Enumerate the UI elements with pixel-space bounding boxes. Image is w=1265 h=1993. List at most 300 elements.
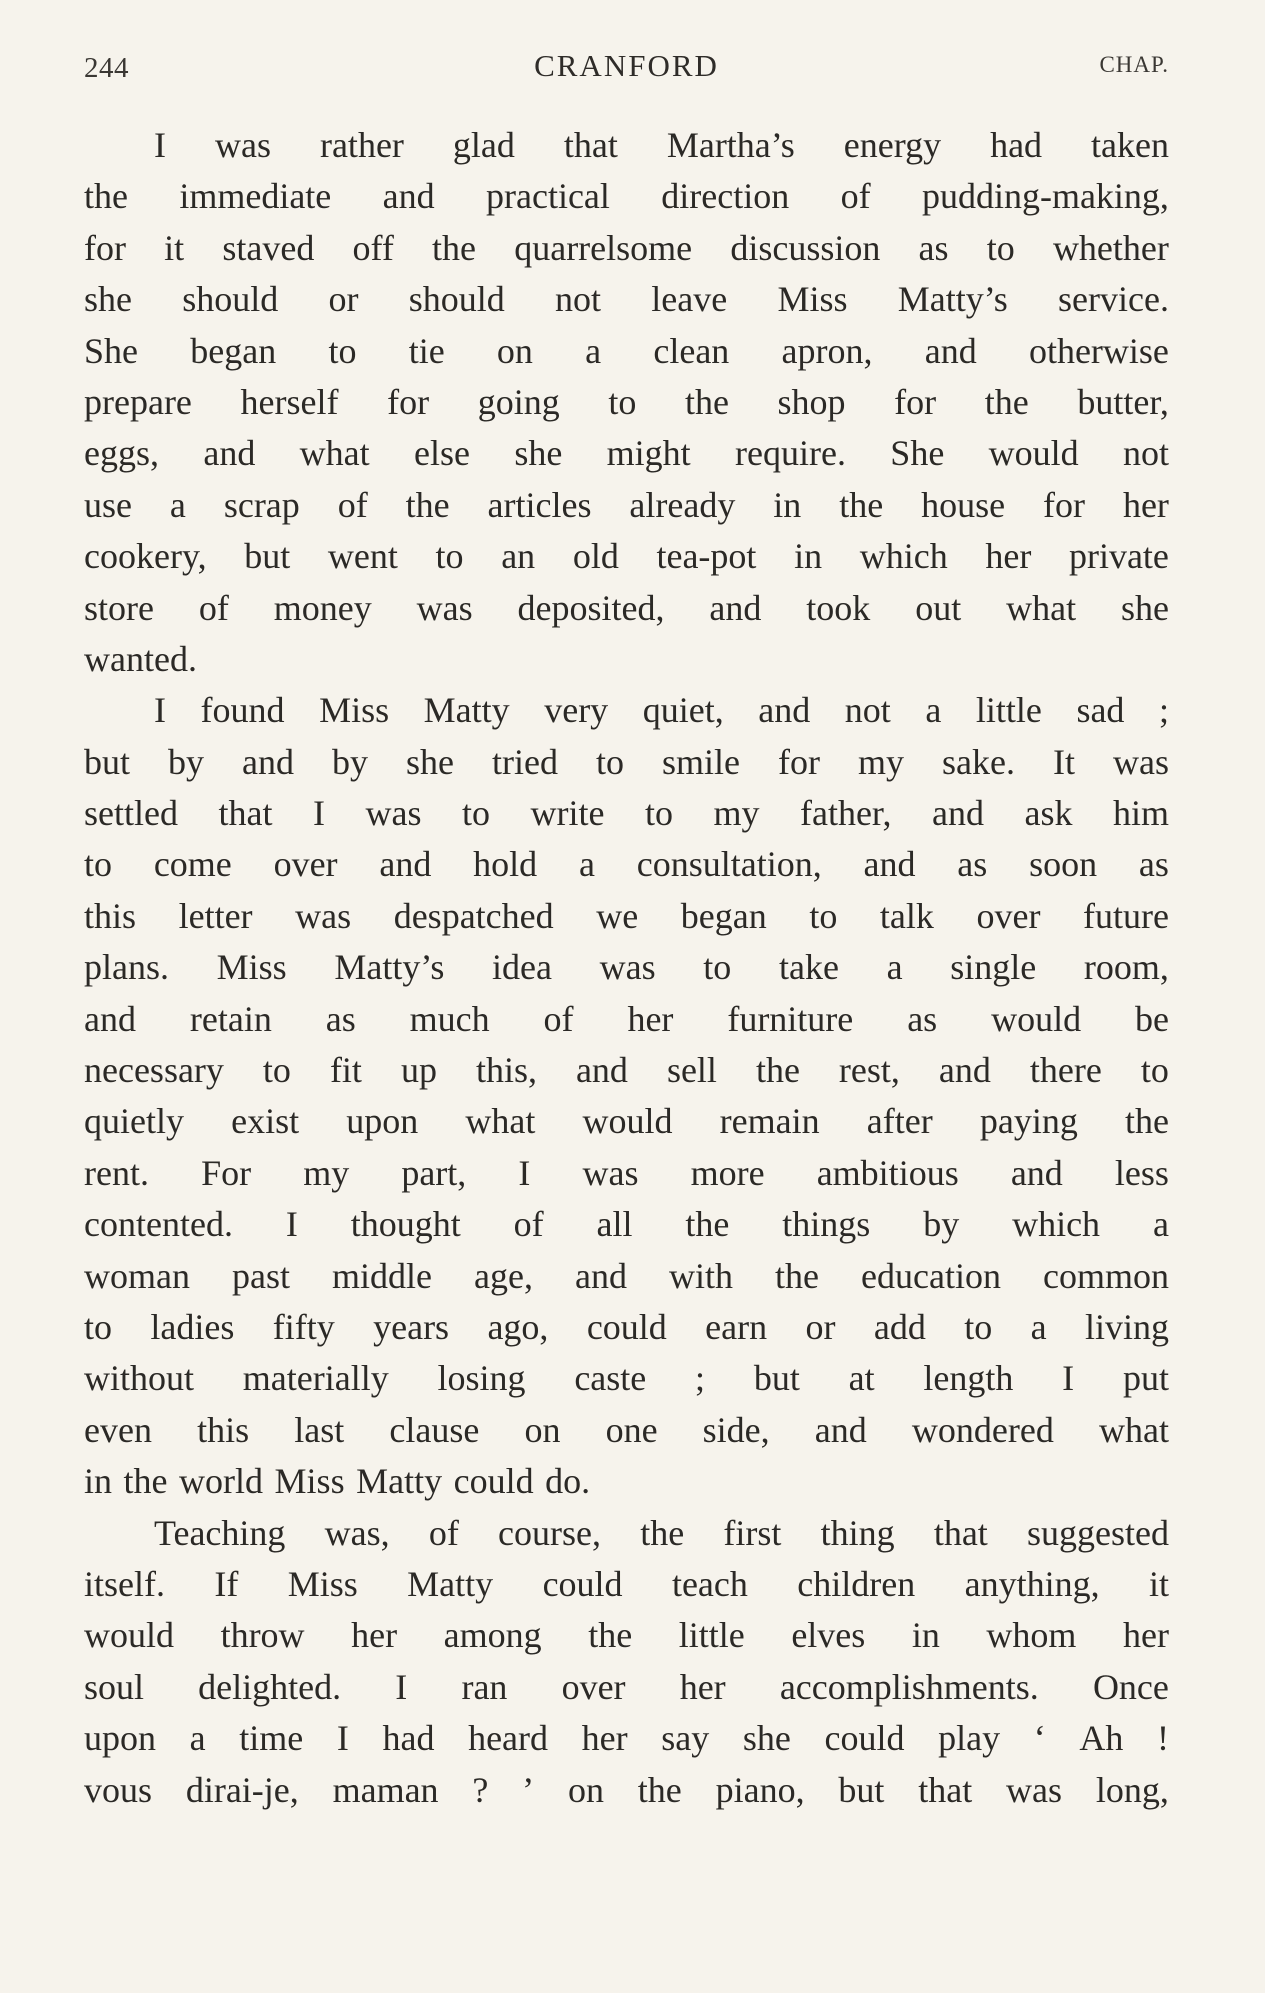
word: as — [1138, 844, 1169, 885]
word: should — [408, 279, 505, 320]
word: wanted. — [84, 638, 197, 679]
word: of — [337, 484, 368, 525]
word: ladies — [150, 1306, 235, 1347]
word: wondered — [911, 1409, 1054, 1450]
word: age, — [474, 1255, 533, 1296]
word: already — [629, 484, 736, 525]
word: her — [627, 998, 674, 1039]
word: rest, — [838, 1050, 900, 1091]
text-line — [84, 223, 1169, 274]
word: practical — [486, 176, 610, 217]
word: at — [848, 1358, 875, 1399]
word: side, — [702, 1409, 770, 1450]
word: my — [713, 793, 760, 834]
word: that — [918, 1769, 973, 1810]
word: a — [886, 947, 903, 988]
word: dirai-je, — [185, 1769, 299, 1810]
text-line — [84, 1045, 1169, 1096]
word: ran — [461, 1666, 508, 1707]
word: for — [894, 381, 937, 422]
text-line — [84, 1405, 1169, 1456]
word: that — [563, 125, 618, 165]
word: as — [907, 998, 938, 1039]
word: come — [153, 844, 232, 885]
word: furniture — [727, 998, 854, 1039]
word: the — [984, 381, 1029, 422]
word: ask — [1024, 793, 1073, 834]
word: would — [991, 998, 1082, 1039]
text-line — [84, 326, 1169, 377]
word: she — [406, 741, 454, 782]
word: anything, — [964, 1563, 1100, 1604]
word: very — [544, 690, 609, 731]
word: tea-pot — [656, 536, 757, 577]
word: fit — [329, 1050, 362, 1091]
text-line — [84, 634, 1169, 685]
text-line — [84, 1199, 1169, 1250]
word: apron, — [781, 330, 873, 371]
word: contented. — [84, 1204, 233, 1245]
text-line — [84, 480, 1169, 531]
word: took — [806, 587, 871, 628]
word: and — [938, 1050, 991, 1091]
word: which — [859, 536, 948, 577]
word: could — [824, 1718, 905, 1759]
word: would — [84, 1615, 174, 1656]
text-line — [84, 1559, 1169, 1610]
word: a — [585, 330, 602, 371]
text-line — [84, 1662, 1169, 1713]
text-line — [84, 1610, 1169, 1661]
word: she — [84, 279, 132, 320]
word: and — [242, 741, 294, 782]
word: was, — [324, 1512, 390, 1553]
word: otherwise — [1028, 330, 1169, 371]
word: not — [555, 279, 602, 320]
word: the — [405, 484, 450, 525]
word: room, — [1083, 947, 1169, 988]
word: had — [382, 1718, 435, 1759]
word: on — [567, 1769, 604, 1810]
word: little — [975, 690, 1042, 731]
paragraph — [84, 120, 1169, 685]
word: things — [782, 1204, 871, 1245]
word: tried — [492, 741, 558, 782]
word: her — [985, 536, 1032, 577]
word: him — [1112, 793, 1169, 834]
word: among — [443, 1615, 542, 1656]
word: could — [586, 1306, 667, 1347]
word: was — [295, 895, 352, 936]
word: what — [465, 1101, 536, 1142]
word: I — [336, 1718, 349, 1759]
word: paying — [979, 1101, 1078, 1142]
word: what — [1006, 587, 1077, 628]
word: herself — [240, 381, 339, 422]
word: was — [214, 125, 271, 165]
word: in — [911, 1615, 940, 1656]
text-line — [84, 583, 1169, 634]
word: Teaching — [154, 1512, 286, 1553]
paragraph — [84, 1508, 1169, 1816]
word: consultation, — [636, 844, 822, 885]
word: to — [84, 844, 113, 885]
word: was — [1006, 1769, 1063, 1810]
text-line — [84, 428, 1169, 479]
word: I — [285, 1204, 298, 1245]
word: her — [581, 1718, 628, 1759]
word: length — [923, 1358, 1014, 1399]
word: and — [575, 1050, 628, 1091]
text-line — [84, 1353, 1169, 1404]
word: piano, — [715, 1769, 805, 1810]
word: a — [189, 1718, 206, 1759]
word: a — [169, 484, 186, 525]
word: smile — [662, 741, 740, 782]
word: of — [543, 998, 574, 1039]
word: education — [861, 1255, 1001, 1296]
word: but — [84, 741, 131, 782]
word: time — [239, 1718, 304, 1759]
word: woman — [84, 1255, 190, 1296]
word: clause — [389, 1409, 480, 1450]
word: ’ — [522, 1769, 535, 1810]
word: private — [1068, 536, 1169, 577]
running-head — [84, 46, 1169, 86]
text-line — [84, 685, 1169, 736]
word: losing — [437, 1358, 526, 1399]
word: Miss — [274, 1461, 345, 1502]
word: went — [327, 536, 398, 577]
word: old — [572, 536, 619, 577]
word: quiet, — [642, 690, 724, 731]
word: Matty — [356, 1461, 443, 1502]
word: without — [84, 1358, 195, 1399]
word: my — [857, 741, 904, 782]
word: out — [915, 587, 962, 628]
word: more — [690, 1152, 765, 1193]
word: shop — [777, 381, 846, 422]
word: and — [379, 844, 432, 885]
word: else — [414, 433, 470, 474]
word: plans. — [84, 947, 169, 988]
word: should — [182, 279, 279, 320]
word: teach — [671, 1563, 748, 1604]
word: If — [214, 1563, 239, 1604]
word: this — [84, 895, 137, 936]
word: She — [890, 433, 945, 474]
word: upon — [346, 1101, 419, 1142]
word: quietly — [84, 1101, 184, 1142]
word: materially — [242, 1358, 389, 1399]
word: as — [957, 844, 988, 885]
word: to — [262, 1050, 291, 1091]
word: over — [273, 844, 338, 885]
word: immediate — [179, 176, 332, 217]
word: Matty’s — [897, 279, 1008, 320]
word: Miss — [216, 947, 287, 988]
word: deposited, — [517, 587, 665, 628]
word: be — [1135, 998, 1169, 1039]
word: my — [303, 1152, 350, 1193]
text-line — [84, 737, 1169, 788]
word: Matty — [407, 1563, 494, 1604]
word: the — [1124, 1101, 1169, 1142]
word: and — [575, 1255, 627, 1296]
word: what — [1098, 1409, 1169, 1450]
word: over — [976, 895, 1041, 936]
word: house — [921, 484, 1006, 525]
word: and — [84, 998, 136, 1039]
page-number: 244 — [84, 52, 129, 84]
word: and — [814, 1409, 867, 1450]
text-line — [84, 942, 1169, 993]
word: put — [1122, 1358, 1169, 1399]
word: I — [154, 125, 166, 165]
word: what — [299, 433, 370, 474]
word: money — [273, 587, 372, 628]
word: ; — [1158, 690, 1169, 731]
word: had — [990, 125, 1043, 165]
word: all — [596, 1204, 633, 1245]
word: earn — [705, 1306, 768, 1347]
word: there — [1029, 1050, 1102, 1091]
word: idea — [492, 947, 552, 988]
word: thing — [820, 1512, 895, 1553]
word: a — [578, 844, 595, 885]
word: take — [778, 947, 839, 988]
word: accomplishments. — [779, 1666, 1039, 1707]
word: years — [373, 1306, 450, 1347]
word: She — [84, 330, 138, 371]
word: store — [84, 587, 154, 628]
word: last — [294, 1409, 345, 1450]
word: her — [351, 1615, 398, 1656]
word: began — [680, 895, 767, 936]
word: articles — [487, 484, 592, 525]
word: as — [325, 998, 356, 1039]
word: she — [514, 433, 563, 474]
word: single — [950, 947, 1037, 988]
word: she — [1120, 587, 1169, 628]
word: not — [1122, 433, 1169, 474]
word: was — [599, 947, 656, 988]
word: ago, — [487, 1306, 549, 1347]
word: heard — [468, 1718, 549, 1759]
word: common — [1043, 1255, 1169, 1296]
word: began — [190, 330, 277, 371]
word: with — [669, 1255, 734, 1296]
word: for — [84, 227, 126, 268]
word: for — [1043, 484, 1086, 525]
word: whether — [1052, 227, 1169, 268]
word: Matty’s — [334, 947, 445, 988]
word: after — [866, 1101, 933, 1142]
word: and — [709, 587, 762, 628]
word: it — [164, 227, 185, 268]
word: over — [561, 1666, 626, 1707]
word: and — [203, 433, 256, 474]
word: ‘ — [1033, 1718, 1046, 1759]
word: that — [218, 793, 273, 834]
word: energy — [843, 125, 942, 165]
word: to — [435, 536, 464, 577]
word: children — [797, 1563, 916, 1604]
word: say — [661, 1718, 710, 1759]
book-title: CRANFORD — [534, 48, 719, 83]
word: for — [778, 741, 820, 782]
word: caste — [574, 1358, 647, 1399]
word: and — [924, 330, 977, 371]
word: that — [933, 1512, 988, 1553]
word: to — [964, 1306, 993, 1347]
word: maman — [332, 1769, 439, 1810]
word: suggested — [1027, 1512, 1169, 1553]
paragraph — [84, 685, 1169, 1507]
word: Once — [1092, 1666, 1169, 1707]
word: I — [154, 690, 166, 731]
word: throw — [220, 1615, 305, 1656]
body-text — [84, 120, 1169, 1816]
word: to — [595, 741, 624, 782]
text-line — [84, 171, 1169, 222]
word: staved — [222, 227, 315, 268]
word: in — [773, 484, 802, 525]
word: taken — [1091, 125, 1169, 165]
word: to — [608, 381, 637, 422]
word: the — [839, 484, 884, 525]
word: tie — [408, 330, 445, 371]
word: and — [1010, 1152, 1063, 1193]
word: ? — [472, 1769, 489, 1810]
word: to — [1140, 1050, 1169, 1091]
word: Miss — [319, 690, 390, 731]
word: by — [923, 1204, 960, 1245]
word: rather — [319, 125, 404, 165]
word: the — [775, 1255, 820, 1296]
word: the — [123, 1461, 168, 1502]
word: world — [179, 1461, 264, 1502]
word: delighted. — [198, 1666, 342, 1707]
word: a — [1030, 1306, 1047, 1347]
word: to — [328, 330, 357, 371]
word: Miss — [777, 279, 848, 320]
text-line — [84, 788, 1169, 839]
word: quarrelsome — [514, 227, 693, 268]
word: the — [84, 176, 128, 217]
text-line — [84, 120, 1169, 171]
word: but — [838, 1769, 885, 1810]
word: by — [332, 741, 368, 782]
word: of — [428, 1512, 459, 1553]
word: eggs, — [84, 433, 159, 474]
word: for — [387, 381, 430, 422]
word: an — [501, 536, 536, 577]
word: Martha’s — [666, 125, 795, 165]
word: of — [198, 587, 229, 628]
text-line — [84, 1148, 1169, 1199]
word: off — [352, 227, 394, 268]
word: the — [432, 227, 477, 268]
word: the — [588, 1615, 633, 1656]
word: talk — [879, 895, 934, 936]
word: direction — [661, 176, 790, 217]
word: thought — [350, 1204, 461, 1245]
word: to — [644, 793, 673, 834]
word: I — [1062, 1358, 1075, 1399]
text-line — [84, 377, 1169, 428]
word: Matty — [423, 690, 510, 731]
word: use — [84, 484, 132, 525]
word: ambitious — [816, 1152, 959, 1193]
word: as — [918, 227, 949, 268]
word: would — [988, 433, 1079, 474]
word: For — [201, 1152, 252, 1193]
word: by — [168, 741, 205, 782]
word: this, — [475, 1050, 537, 1091]
word: but — [244, 536, 291, 577]
word: her — [1122, 484, 1169, 525]
chapter-label: CHAP. — [1099, 52, 1169, 77]
word: or — [328, 279, 359, 320]
word: even — [84, 1409, 152, 1450]
word: to — [809, 895, 838, 936]
word: to — [703, 947, 732, 988]
word: not — [844, 690, 891, 731]
word: upon — [84, 1718, 156, 1759]
word: despatched — [393, 895, 554, 936]
word: on — [496, 330, 533, 371]
text-line — [84, 1456, 1169, 1507]
word: middle — [332, 1255, 432, 1296]
word: first — [723, 1512, 782, 1553]
word: she — [742, 1718, 791, 1759]
word: past — [232, 1255, 290, 1296]
word: It — [1052, 741, 1075, 782]
word: ! — [1156, 1718, 1169, 1759]
word: and — [382, 176, 435, 217]
word: found — [200, 690, 285, 731]
word: leave — [651, 279, 728, 320]
word: to — [986, 227, 1015, 268]
word: a — [1152, 1204, 1169, 1245]
word: of — [513, 1204, 544, 1245]
word: play — [938, 1718, 1001, 1759]
text-line — [84, 1508, 1169, 1559]
word: but — [753, 1358, 800, 1399]
word: the — [640, 1512, 685, 1553]
text-line — [84, 274, 1169, 325]
word: whom — [986, 1615, 1077, 1656]
word: clean — [653, 330, 730, 371]
text-line — [84, 994, 1169, 1045]
word: remain — [719, 1101, 820, 1142]
word: could — [542, 1563, 623, 1604]
word: was — [365, 793, 422, 834]
word: vous — [84, 1769, 153, 1810]
word: which — [1012, 1204, 1101, 1245]
word: it — [1148, 1563, 1169, 1604]
word: going — [477, 381, 560, 422]
word: her — [679, 1666, 726, 1707]
word: a — [925, 690, 942, 731]
word: Ah — [1079, 1718, 1124, 1759]
word: do. — [545, 1461, 591, 1502]
word: soul — [84, 1666, 145, 1707]
word: prepare — [84, 381, 192, 422]
word: butter, — [1077, 381, 1169, 422]
text-line — [84, 1765, 1169, 1816]
